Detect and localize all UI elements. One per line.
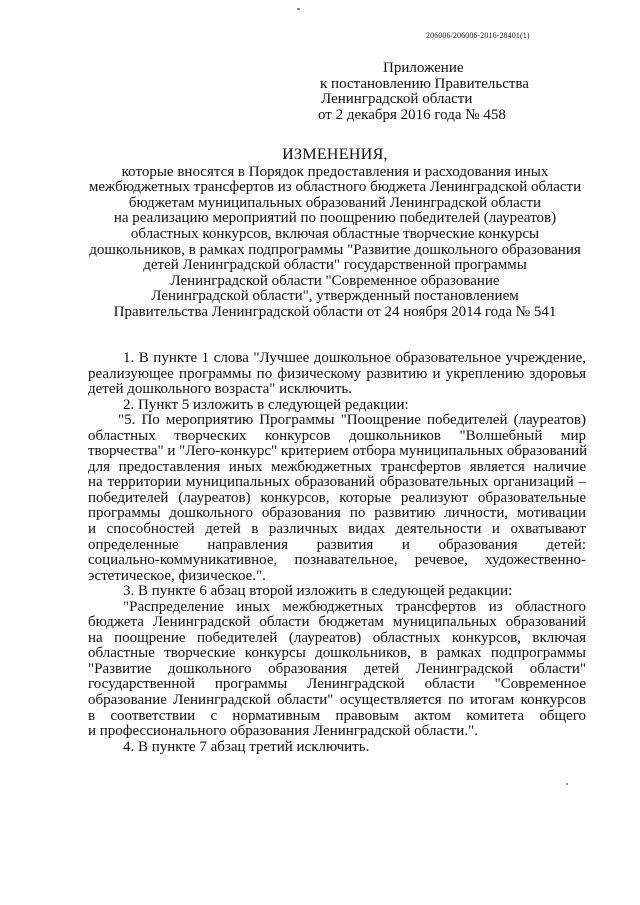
body-line: детей дошкольного возраста" исключить.	[88, 381, 352, 398]
appendix-line: Ленинградской области	[321, 91, 473, 107]
body-line: программы дошкольного образования по развитию личности, мотивации	[88, 505, 586, 522]
appendix-line: к постановлению Правительства	[320, 75, 529, 92]
body-line: реализующее программы по физическому развитию и укреплению здоровья	[88, 365, 586, 382]
scan-speck	[297, 8, 300, 10]
body-line: победителей (лауреатов) конкурсов, которые реализуют образовательные	[88, 489, 586, 506]
body-line: "5. По мероприятию Программы "Поощрение победителей (лауреатов)	[118, 412, 586, 429]
body-line: в соответствии с нормативным правовым актом комитета общего	[88, 707, 586, 724]
appendix-date: от 2 декабря 2016 года № 458	[318, 106, 506, 123]
title-line: Ленинградской области", утвержденный постановлением	[151, 288, 519, 305]
body-line: государственной программы Ленинградской области "Современное	[88, 676, 586, 693]
body-line: и профессионального образования Ленинградской области.".	[88, 723, 478, 740]
document-title	[60, 147, 610, 321]
body-line: эстетическое, физическое.".	[88, 567, 266, 584]
title-line: областных конкурсов, включая областные творческие конкурсы	[130, 225, 540, 242]
title-line: межбюджетных трансфертов из областного бюджета Ленинградской области	[88, 179, 582, 196]
body-line: образование Ленинградской области" осуществляется по итогам конкурсов	[88, 692, 586, 709]
document-body	[88, 351, 586, 755]
body-line: и способностей детей в различных видах деятельности и охватывают	[88, 521, 586, 538]
scan-speck	[566, 783, 568, 785]
body-line: 1. В пункте 1 слова "Лучшее дошкольное образовательное учреждение,	[123, 350, 586, 366]
title-line: дошкольников, в рамках подпрограммы "Развитие дошкольного образования	[89, 241, 581, 258]
appendix-block	[300, 61, 560, 123]
body-line: областных творческих конкурсов дошкольников "Волшебный мир	[88, 427, 586, 444]
body-line: "Распределение иных межбюджетных трансфертов из областного	[123, 598, 586, 615]
body-line: для предоставления иных межбюджетных трансфертов является наличие	[88, 458, 586, 475]
title-line: на реализацию мероприятий по поощрению победителей (лауреатов)	[113, 210, 557, 227]
body-line: на территории муниципальных образований образовательных организаций –	[88, 474, 586, 491]
body-line: определенные направления развития и образования детей:	[88, 536, 586, 553]
title-line: которые вносятся в Порядок предоставления и расходования иных	[121, 163, 549, 180]
title-line: бюджетам муниципальных образований Ленинградской области	[128, 194, 542, 211]
title-line: детей Ленинградской области" государственной программы	[143, 257, 527, 274]
body-line: 4. В пункте 7 абзац третий исключить.	[123, 738, 370, 755]
body-line: 2. Пункт 5 изложить в следующей редакции:	[123, 396, 409, 413]
body-line: на поощрение победителей (лауреатов) областных конкурсов, включая	[88, 629, 586, 646]
title-heading: ИЗМЕНЕНИЯ,	[282, 146, 388, 163]
body-line: бюджета Ленинградской области бюджетам муниципальных образований	[88, 614, 586, 631]
body-line: "Развитие дошкольного образования детей Ленинградской области"	[88, 660, 586, 677]
body-line: 3. В пункте 6 абзац второй изложить в следующей редакции:	[123, 583, 513, 600]
title-line: Ленинградской области "Современное образование	[170, 272, 500, 289]
appendix-title: Приложение	[383, 60, 464, 76]
body-line: областные творческие конкурсы дошкольников, в рамках подпрограммы	[88, 645, 586, 662]
document-id: 206006/206006-2016-28401(1)	[426, 31, 530, 40]
body-line: творчества" и "Лего-конкурс" критерием отбора муниципальных образований	[88, 443, 588, 460]
body-line: социально-коммуникативное, познавательное, речевое, художественно-	[88, 552, 586, 569]
title-line: Правительства Ленинградской области от 24 ноября 2014 года № 541	[113, 303, 557, 320]
